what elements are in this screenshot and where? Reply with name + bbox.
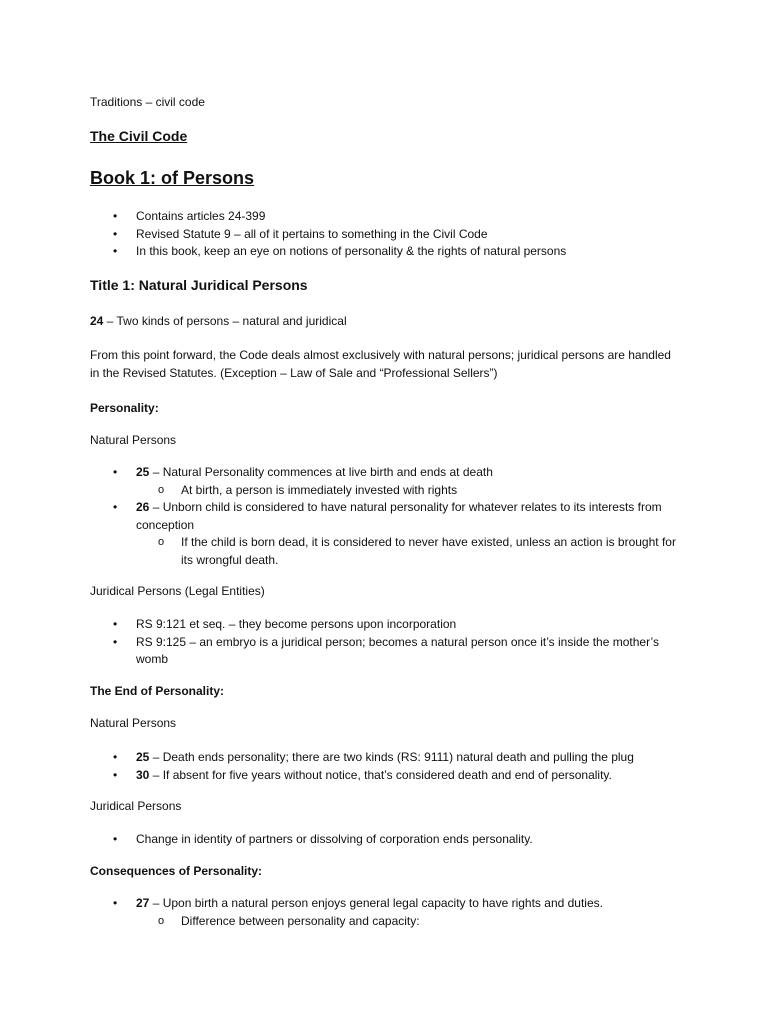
- consequences-list: [90, 895, 680, 930]
- list-item: • Contains articles 24-399: [90, 208, 680, 226]
- sub-bullet-icon: o: [158, 483, 165, 496]
- juridical-persons-list: [90, 616, 680, 669]
- bullet-icon: •: [113, 209, 118, 223]
- heading-consequences: Consequences of Personality:: [90, 864, 263, 878]
- list-item: • In this book, keep an eye on notions of personality & the rights of natural persons: [90, 243, 680, 261]
- list-item: • RS 9:125 – an embryo is a juridical person; becomes a natural person once it’s inside the mother’s womb: [113, 634, 659, 666]
- bullet-icon: •: [113, 750, 118, 764]
- heading-title-1: Title 1: Natural Juridical Persons: [90, 277, 308, 293]
- end-juridical-list: [90, 831, 680, 849]
- list-item: • 27 – Upon birth a natural person enjoys general legal capacity to have rights and duties.: [90, 895, 680, 913]
- bullet-icon: •: [113, 500, 118, 514]
- heading-end-of-personality: The End of Personality:: [90, 684, 225, 698]
- list-item: • RS 9:121 et seq. – they become persons upon incorporation: [90, 616, 680, 634]
- bullet-icon: •: [113, 226, 118, 241]
- label-natural-persons: Natural Persons: [90, 433, 177, 447]
- sub-bullet-icon: o: [158, 914, 165, 927]
- book-bullet-list: [90, 208, 680, 261]
- bullet-icon: •: [113, 244, 118, 258]
- label-juridical-persons-2: Juridical Persons: [90, 799, 182, 813]
- list-item: • 25 – Death ends personality; there are two kinds (RS: 9111) natural death and pulling the plug: [90, 749, 680, 767]
- natural-persons-list: [90, 464, 680, 569]
- bullet-icon: •: [113, 832, 118, 846]
- doc-line-traditions: Traditions – civil code: [90, 95, 205, 109]
- end-natural-list: [90, 749, 680, 784]
- heading-civil-code: The Civil Code: [90, 128, 188, 144]
- bullet-icon: •: [113, 896, 118, 910]
- bullet-icon: •: [113, 617, 118, 631]
- list-item: • 25 – Natural Personality commences at live birth and ends at death: [90, 464, 680, 482]
- paragraph-forward: From this point forward, the Code deals almost exclusively with natural persons; juridical persons are handled in the Revised Statutes. (Exception – Law of Sale and “Professional Sellers”): [90, 348, 671, 380]
- list-item: • Revised Statute 9 – all of it pertains to something in the Civil Code: [90, 226, 680, 244]
- list-item: • 30 – If absent for five years without notice, that’s considered death and end of personality.: [90, 767, 680, 785]
- article-24-line: 24 – Two kinds of persons – natural and juridical: [90, 314, 347, 328]
- list-item: • Change in identity of partners or dissolving of corporation ends personality.: [90, 831, 680, 849]
- sub-list-item: o At birth, a person is immediately invested with rights: [90, 482, 680, 500]
- sub-list-item: o If the child is born dead, it is considered to never have existed, unless an action is brought for its wrongful death.: [158, 535, 676, 567]
- heading-personality: Personality:: [90, 401, 159, 415]
- list-item: • 26 – Unborn child is considered to have natural personality for whatever relates to its interests from conception: [113, 500, 662, 532]
- sub-bullet-icon: o: [158, 536, 165, 548]
- bullet-icon: •: [113, 634, 118, 649]
- label-juridical-persons: Juridical Persons (Legal Entities): [90, 584, 265, 598]
- heading-book-1: Book 1: of Persons: [90, 168, 255, 188]
- bullet-icon: •: [113, 767, 118, 782]
- sub-list-item: o Difference between personality and capacity:: [90, 913, 680, 931]
- label-natural-persons-2: Natural Persons: [90, 716, 177, 730]
- bullet-icon: •: [113, 465, 118, 479]
